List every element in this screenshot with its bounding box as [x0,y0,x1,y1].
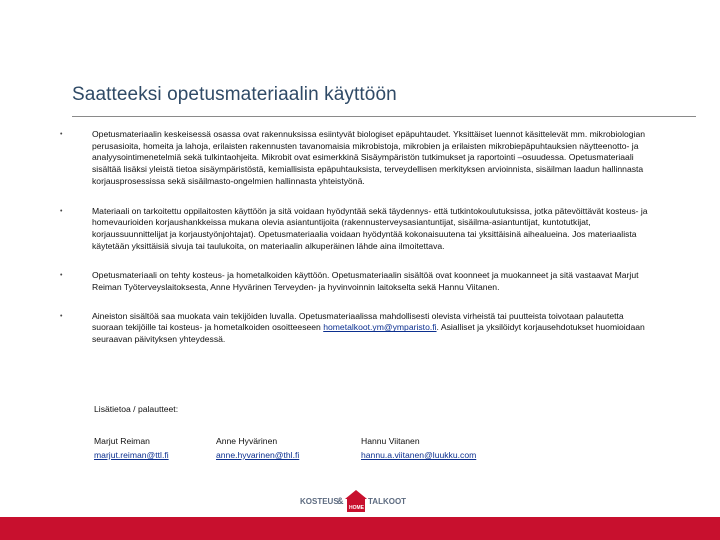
bullet-item [60,129,650,188]
feedback-label: Lisätietoa / palautteet: [94,404,179,414]
bullet-list [60,129,650,346]
bullet-text-after-link: . Asialliset ja yksilöidyt korjausehdotukset huomioidaan seuraavan päivityksen yhteydessä. [92,322,645,345]
bullet-dot-icon: • [60,207,63,215]
logo-ampersand: & [337,496,344,506]
contact-name: Hannu Viitanen [361,436,420,446]
bullet-text: Opetusmateriaalin keskeisessä osassa ovat rakennuksissa esiintyvät biologiset epäpuhtaudet. Yksittäiset luennot käsittelevät mm. mikrobiologian perusasioita, homeita ja lahoja, erilaisten rakennusten tavanomaisia mikrobistoja, mikrobien ja erilaisten mikrobiepäpuhtauksien näytteenotto- ja analyysointimenetelmiä sekä tulkintaohjeita. Mikrobit ovat esimerkkinä Sisäympäristön tutkimukset ja raportointi –osuudessa. Opetusmateriaali sisältää lisäksi yleistä tietoa sisäympäristöstä, kemiallisista epäpuhtauksista, terveydellisen merkityksen arvioinnista, sisäilman laadun hallinnasta korjausprosessissa sekä sisäilmasto-ongelmien hallinnasta yhteistyönä. [92,129,646,186]
title-divider [72,116,696,117]
svg-text:HOME: HOME [349,505,364,511]
bullet-text-before-link: Aineiston sisältöä saa muokata vain tekijöiden luvalla. Opetusmateriaalissa mahdollisesti olevista virheistä tai puutteista toivotaan palautetta suoraan tekijöille tai kosteus- ja hometalkoiden osoitteeseen [92,310,624,333]
house-icon [345,490,367,512]
contact-email-link[interactable]: marjut.reiman@ttl.fi [94,450,169,460]
footer-bar [0,517,720,540]
logo-text-right: TALKOOT [368,497,407,506]
bullet-text: Materiaali on tarkoitettu oppilaitosten käyttöön ja sitä voidaan hyödyntää sekä täydennys- että tutkintokoulutuksissa, jotka pätevöittävät kosteus- ja homevaurioiden korjaushankkeissa mukana olevia asiantuntijoita (rakennusterveysasiantuntijat, sisäilma-asiantuntijat, kuntotutkijat, korjaussuunnittelijat ja korjaustyönjohtajat). Opetusmateriaalia voidaan hyödyntää kokonaisuutena tai yksittäisinä aihealueina. Jos materiaalista käytetään yksittäisiä sivuja tai taulukoita, on materiaalin alkuperäinen lähde aina ilmoitettava. [92,205,648,251]
contact-reiman [94,434,169,462]
bullet-dot-icon: • [60,131,63,138]
contact-viitanen [361,434,476,462]
contact-name: Anne Hyvärinen [216,436,278,446]
contact-name: Marjut Reiman [94,436,150,446]
bullet-text: Opetusmateriaali on tehty kosteus- ja hometalkoiden käyttöön. Opetusmateriaalin sisältöä ovat koonneet ja muokanneet ja sitä vastaavat Marjut Reiman Työterveyslaitoksesta, Anne Hyvärinen Terveyden- ja hyvinvoinnin laitokselta sekä Hannu Viitanen. [92,270,639,293]
contact-email-link[interactable]: anne.hyvarinen@thl.fi [216,450,300,460]
feedback-email-link[interactable]: hometalkoot.ym@ymparisto.fi [323,322,437,333]
contact-email-link[interactable]: hannu.a.viitanen@luukku.com [361,450,477,460]
bullet-dot-icon: • [60,272,63,280]
bullet-dot-icon: • [60,312,63,320]
bullet-item [60,311,650,346]
slide-title: Saatteeksi opetusmateriaalin käyttöön [72,84,397,105]
bullet-item [60,270,650,293]
logo-text-left: KOSTEUS [300,497,339,506]
bullet-item [60,206,650,253]
hometalkoot-logo [300,486,410,514]
contact-hyvarinen [216,434,299,462]
